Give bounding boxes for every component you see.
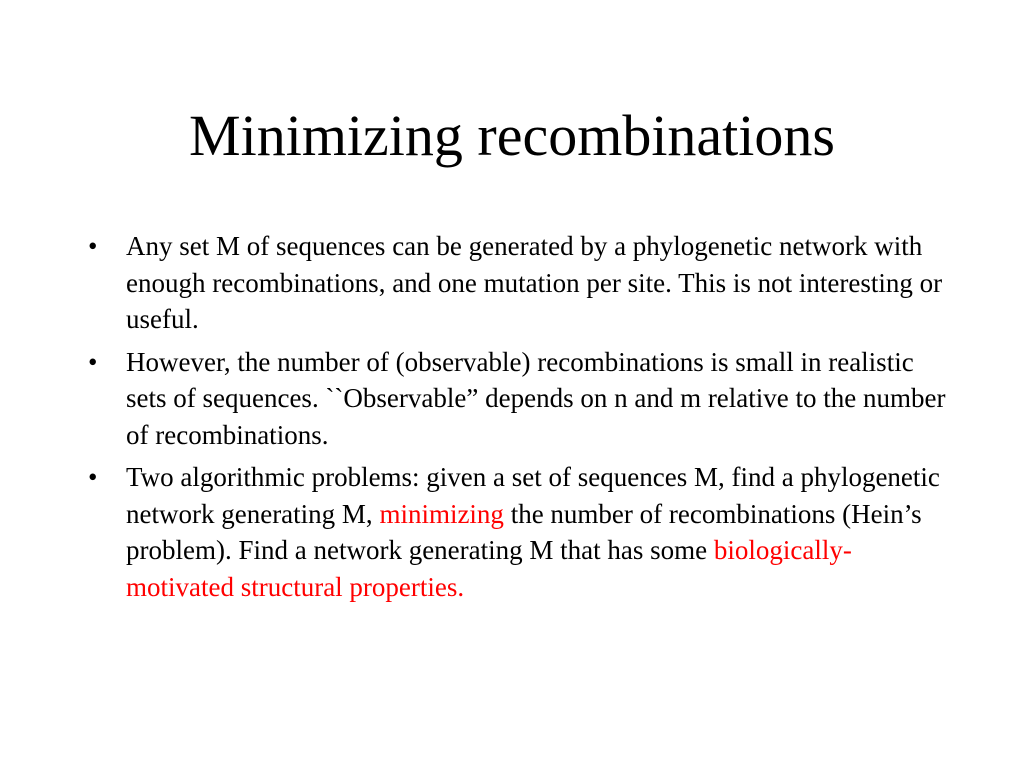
bullet-item-3 bbox=[88, 459, 958, 605]
slide-title: Minimizing recombinations bbox=[189, 103, 835, 168]
bullet-text-part-2: the number of recombinations (Hein’s problem). Find a network generating M that has some bbox=[126, 498, 922, 565]
bullet-text-part-1: Two algorithmic problems: given a set of sequences M, find a phylogenetic network generating M, bbox=[126, 462, 940, 529]
bullet-marker: • bbox=[88, 231, 98, 261]
bullet-marker: • bbox=[88, 346, 98, 377]
bullet-marker: • bbox=[88, 462, 98, 492]
bullet-text: However, the number of (observable) recombinations is small in realistic sets of sequences. ``Observable” depends on n and m relative to the number of recombinations. bbox=[126, 346, 946, 450]
bullet-item-2 bbox=[88, 344, 958, 454]
highlight-minimizing: minimizing bbox=[379, 498, 504, 529]
highlight-biologically-motivated: biologically-motivated structural properties. bbox=[126, 535, 852, 602]
bullet-item-1 bbox=[88, 228, 958, 338]
bullet-text: Any set M of sequences can be generated by a phylogenetic network with enough recombinations, and one mutation per site. This is not interesting or useful. bbox=[126, 231, 943, 334]
bullet-list bbox=[88, 228, 958, 611]
